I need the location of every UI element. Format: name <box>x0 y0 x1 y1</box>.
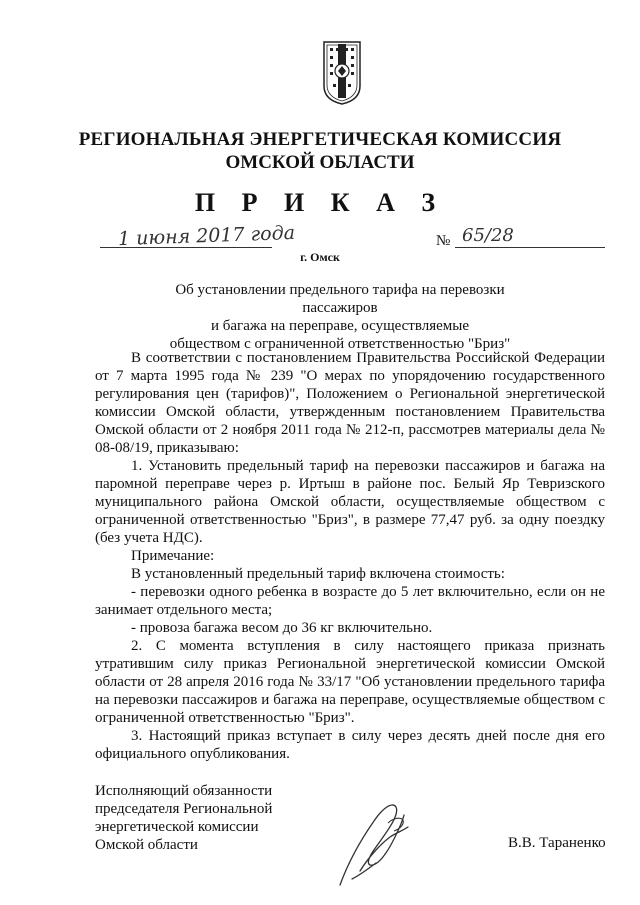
document-city: г. Омск <box>300 250 340 264</box>
document-body <box>95 349 605 763</box>
number-underline <box>455 247 605 248</box>
number-label: № <box>436 233 451 249</box>
document-type-title: П Р И К А З <box>194 188 446 217</box>
body-paragraph: 1. Установить предельный тариф на перевозки пассажиров и багажа на паромной переправе через р. Иртыш в районе пос. Белый Яр Тевризского муниципального района Омской области, осуществляемые обществом с ограниченной ответственностью "Бриз", в размере 77,47 руб. за одну поездку (без учета НДС). <box>95 458 605 546</box>
coat-of-arms-icon <box>322 40 362 106</box>
date-underline <box>100 247 272 248</box>
document-number: 65/28 <box>462 225 514 246</box>
document-subject <box>140 281 540 353</box>
organization-title-line1: РЕГИОНАЛЬНАЯ ЭНЕРГЕТИЧЕСКАЯ КОМИССИЯ <box>78 129 562 150</box>
body-paragraph: 3. Настоящий приказ вступает в силу через десять дней после дня его официального опубликования. <box>95 728 605 762</box>
subject-line: и багажа на переправе, осуществляемые <box>210 318 470 334</box>
position-line: председателя Региональной <box>95 801 273 817</box>
position-line: энергетической комиссии <box>95 819 259 835</box>
signatory-position <box>95 782 272 854</box>
subject-line: Об установлении предельного тарифа на перевозки пассажиров <box>175 282 505 316</box>
body-paragraph: Примечание: <box>131 548 215 564</box>
subject-line: обществом с ограниченной ответственностью "Бриз" <box>169 336 511 352</box>
body-paragraph: 2. С момента вступления в силу настоящего приказа признать утратившим силу приказ Региональной энергетической комиссии Омской области от 28 апреля 2016 года № 33/17 "Об установлении предельного тарифа на перевозки пассажиров и багажа на переправе, осуществляемые обществом с ограниченной ответственностью "Бриз". <box>95 638 605 726</box>
body-paragraph: В установленный предельный тариф включена стоимость: <box>131 566 505 582</box>
body-paragraph: В соответствии с постановлением Правительства Российской Федерации от 7 марта 1995 года № 239 "О мерах по упорядочению государственного регулирования цен (тарифов)", Положением о Региональной энергетической комиссии Омской области, утвержденным постановлением Правительства Омской области от 2 ноября 2011 года № 212-п, рассмотрев материалы дела № 08-08/19, приказываю: <box>95 350 605 456</box>
position-line: Исполняющий обязанности <box>95 783 273 799</box>
position-line: Омской области <box>95 837 198 853</box>
signer-name: В.В. Тараненко <box>508 835 606 851</box>
organization-title-line2: ОМСКОЙ ОБЛАСТИ <box>225 152 415 173</box>
handwritten-signature-icon <box>330 793 420 893</box>
body-paragraph: - провоза багажа весом до 36 кг включительно. <box>131 620 433 636</box>
body-paragraph: - перевозки одного ребенка в возрасте до 5 лет включительно, если он не занимает отдельного места; <box>95 584 605 618</box>
document-date: 1 июня 2017 года <box>117 221 296 251</box>
